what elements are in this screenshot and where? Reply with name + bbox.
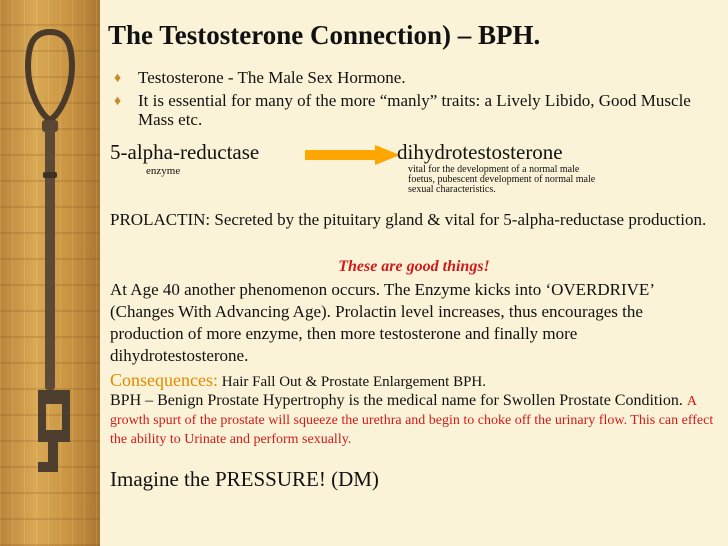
enzyme-caption: enzyme (146, 165, 181, 177)
hormone-caption: vital for the development of a normal male foetus, pubescent development of normal male sexual characteristics. (408, 164, 596, 195)
prolactin-paragraph: PROLACTIN: Secreted by the pituitary gland & vital for 5-alpha-reductase production. (110, 210, 707, 229)
diamond-bullet-icon: ♦ (114, 94, 122, 109)
pressure-line: Imagine the PRESSURE! (DM) (110, 467, 379, 491)
consequences-label: Consequences: (110, 370, 218, 390)
slide-title: The Testosterone Connection) – BPH. (108, 20, 541, 50)
bph-warning: A growth spurt of the prostate will squeeze the urethra and begin to choke off the urinary flow. This can effect the ability to Urinate and perform sexually. (110, 394, 714, 447)
diamond-bullet-icon: ♦ (114, 71, 122, 86)
enzyme-name: 5-alpha-reductase (110, 140, 260, 164)
good-things-callout: These are good things! (338, 258, 490, 275)
bullet-item (112, 68, 718, 87)
age40-paragraph: At Age 40 another phenomenon occurs. The Enzyme kicks into ‘OVERDRIVE’ (Changes With Advancing Age). Prolactin level increases, thus encourages the production of more enzyme, then more testosterone and finally more dihydrotestosterone. (110, 280, 654, 365)
bullet-text: Testosterone - The Male Sex Hormone. (138, 68, 406, 87)
key-icon (10, 22, 90, 502)
slide-content (100, 0, 728, 546)
consequences-text: Hair Fall Out & Prostate Enlargement BPH. (221, 374, 487, 390)
arrow-right-icon (305, 145, 400, 165)
hormone-name: dihydrotestosterone (397, 140, 563, 164)
enzyme-conversion (110, 140, 720, 195)
decorative-strip (0, 0, 100, 546)
bullet-text: It is essential for many of the more “manly” traits: a Lively Libido, Good Muscle Mass etc. (138, 91, 691, 129)
consequences-line (110, 370, 486, 391)
bph-paragraph (110, 392, 720, 449)
bullet-item (112, 91, 718, 129)
bullet-list (112, 68, 718, 133)
bph-definition: BPH – Benign Prostate Hypertrophy is the medical name for Swollen Prostate Condition. (110, 392, 683, 409)
